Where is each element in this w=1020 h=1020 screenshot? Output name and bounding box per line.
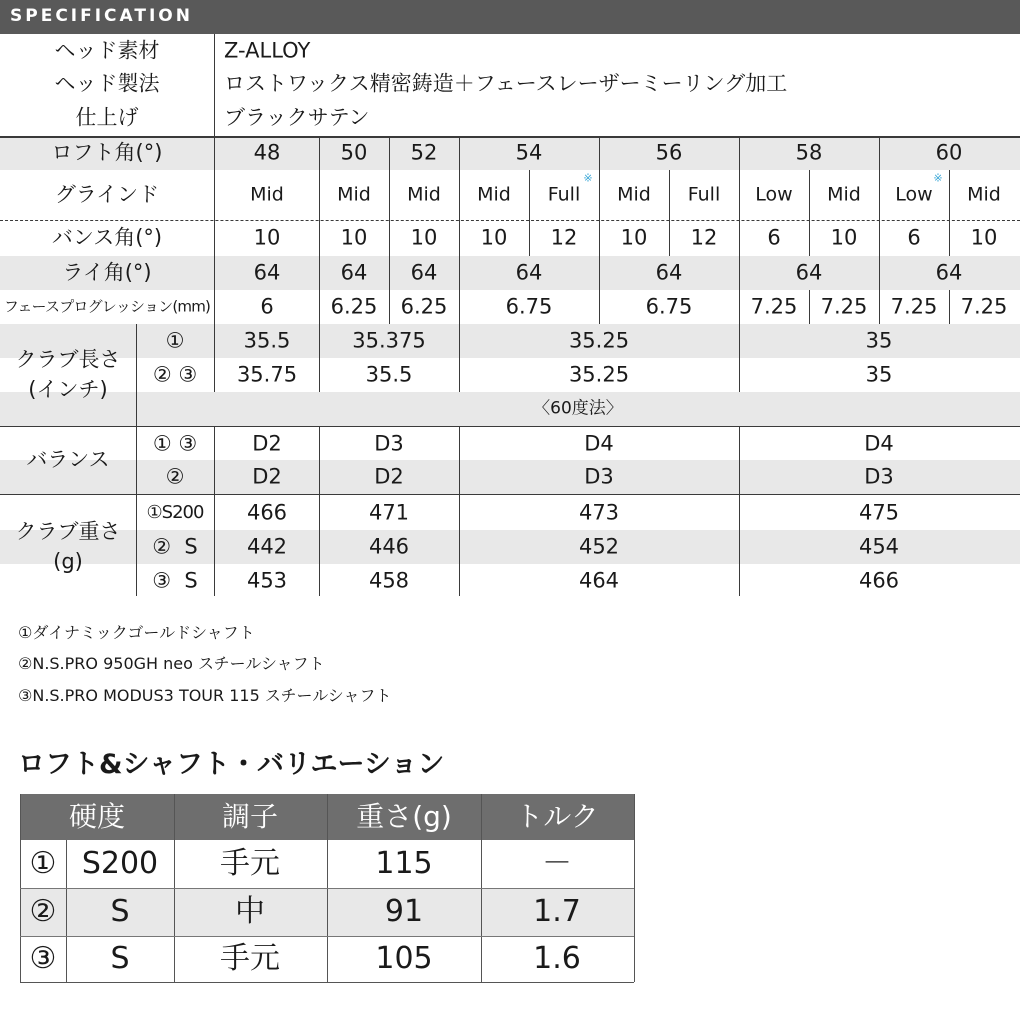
weight-value: 464	[578, 568, 620, 593]
weight-value: 454	[858, 534, 900, 559]
vline	[214, 324, 215, 392]
variation-kick: 手元	[220, 941, 280, 976]
variation-torque: －	[542, 846, 572, 881]
vline	[389, 136, 390, 324]
dash-line	[0, 220, 1020, 221]
hline	[20, 888, 634, 889]
bounce-value: 10	[410, 225, 438, 250]
fp-value: 7.25	[960, 294, 1008, 319]
balance-row2-mark: ②	[165, 464, 185, 489]
balance-value: D2	[252, 431, 282, 456]
variation-flex: S	[110, 894, 130, 929]
vline	[634, 794, 635, 982]
vline	[214, 426, 215, 596]
variation-flex: S	[110, 941, 130, 976]
length-value: 35.25	[568, 362, 630, 387]
weight-value: 442	[246, 534, 288, 559]
vline	[739, 136, 740, 392]
measure-method-note: 〈60度法〉	[533, 398, 623, 419]
band-method	[0, 392, 1020, 426]
bounce-value: 12	[550, 225, 578, 250]
variation-torque: 1.7	[533, 894, 581, 929]
weight-value: 453	[246, 568, 288, 593]
length-row1-mark: ①	[165, 328, 185, 353]
fp-value: 6.25	[400, 294, 448, 319]
variation-kick: 中	[235, 894, 265, 929]
head-method-label: ヘッド製法	[54, 71, 160, 96]
lie-value: 64	[655, 260, 683, 285]
vline	[949, 170, 950, 256]
lie-label: ライ角(°)	[62, 260, 152, 285]
loft-value: 58	[795, 140, 823, 165]
grind-value: Mid	[250, 183, 284, 206]
bounce-value: 6	[907, 225, 921, 250]
length-value: 35.5	[243, 328, 291, 353]
vline	[66, 840, 67, 982]
variation-header: トルク	[515, 800, 599, 833]
weight-unit: (g)	[53, 549, 83, 574]
finish-label: 仕上げ	[75, 105, 139, 130]
weight-value: 471	[368, 500, 410, 525]
bounce-value: 6	[767, 225, 781, 250]
variation-header: 調子	[221, 800, 279, 833]
vline	[529, 170, 530, 256]
loft-value: 54	[515, 140, 543, 165]
length-value: 35	[865, 328, 893, 353]
head-material-value: Z-ALLOY	[224, 38, 311, 63]
hline	[0, 426, 1020, 427]
finish-value: ブラックサテン	[224, 105, 370, 130]
vline	[136, 324, 137, 596]
variation-weight: 105	[375, 941, 433, 976]
grind-value: Full	[547, 183, 581, 206]
variation-mark: ①	[29, 846, 57, 881]
grind-asterisk: ※	[933, 171, 943, 185]
loft-value: 52	[410, 140, 438, 165]
variation-kick: 手元	[220, 846, 280, 881]
hline	[0, 494, 1020, 495]
lie-value: 64	[795, 260, 823, 285]
weight-row3-mark: ③ S	[152, 568, 198, 593]
balance-value: D2	[374, 464, 404, 489]
hline	[0, 136, 1020, 138]
variation-weight: 115	[375, 846, 433, 881]
balance-value: D4	[584, 431, 614, 456]
vline	[214, 34, 215, 324]
lie-value: 64	[340, 260, 368, 285]
loft-value: 60	[935, 140, 963, 165]
variation-header: 重さ(g)	[356, 800, 452, 833]
bounce-value: 10	[480, 225, 508, 250]
vline	[669, 170, 670, 256]
bounce-value: 10	[340, 225, 368, 250]
weight-value: 446	[368, 534, 410, 559]
loft-value: 56	[655, 140, 683, 165]
length-value: 35.75	[236, 362, 298, 387]
vline	[459, 136, 460, 392]
grind-value: Low	[895, 183, 933, 206]
lie-value: 64	[935, 260, 963, 285]
balance-label: バランス	[26, 447, 110, 472]
hline	[20, 982, 634, 983]
head-material-label: ヘッド素材	[54, 38, 160, 63]
vline	[809, 290, 810, 324]
weight-value: 466	[246, 500, 288, 525]
grind-value: Mid	[477, 183, 511, 206]
bounce-label: バンス角(°)	[51, 225, 163, 250]
weight-label: クラブ重さ	[15, 519, 121, 544]
balance-value: D3	[584, 464, 614, 489]
vline	[739, 426, 740, 596]
variation-torque: 1.6	[533, 941, 581, 976]
bounce-value: 10	[253, 225, 281, 250]
grind-label: グラインド	[54, 182, 160, 207]
shaft-note: ③N.S.PRO MODUS3 TOUR 115 スチールシャフト	[18, 686, 392, 705]
variation-mark: ③	[29, 941, 57, 976]
vline	[879, 136, 880, 324]
variation-title: ロフト&シャフト・バリエーション	[18, 749, 445, 780]
variation-weight: 91	[384, 894, 424, 929]
head-method-value: ロストワックス精密鋳造＋フェースレーザーミーリング加工	[224, 71, 788, 96]
balance-value: D2	[252, 464, 282, 489]
vline	[809, 170, 810, 256]
hline	[20, 936, 634, 937]
length-value: 35.5	[365, 362, 413, 387]
weight-row2-mark: ② S	[152, 534, 198, 559]
balance-row1-mark: ① ③	[152, 431, 198, 456]
weight-value: 466	[858, 568, 900, 593]
fp-value: 7.25	[750, 294, 798, 319]
fp-label: フェースプログレッション(mm)	[3, 297, 211, 316]
bounce-value: 10	[620, 225, 648, 250]
lie-value: 64	[253, 260, 281, 285]
spec-title: SPECIFICATION	[10, 6, 193, 26]
balance-value: D3	[864, 464, 894, 489]
grind-value: Mid	[967, 183, 1001, 206]
fp-value: 6	[260, 294, 274, 319]
grind-asterisk: ※	[583, 171, 593, 185]
band-lie	[0, 256, 1020, 290]
vline	[319, 426, 320, 596]
balance-value: D4	[864, 431, 894, 456]
grind-value: Mid	[407, 183, 441, 206]
length-value: 35	[865, 362, 893, 387]
length-value: 35.25	[568, 328, 630, 353]
length-unit: (インチ)	[28, 377, 108, 402]
fp-value: 6.75	[645, 294, 693, 319]
shaft-note: ①ダイナミックゴールドシャフト	[18, 623, 255, 642]
grind-value: Mid	[337, 183, 371, 206]
vline	[319, 136, 320, 392]
loft-value: 50	[340, 140, 368, 165]
bounce-value: 10	[970, 225, 998, 250]
vline	[459, 426, 460, 596]
weight-row1-mark: ①S200	[146, 502, 204, 523]
grind-value: Low	[755, 183, 793, 206]
length-row2-mark: ② ③	[152, 362, 198, 387]
bounce-value: 10	[830, 225, 858, 250]
loft-value: 48	[253, 140, 281, 165]
variation-flex: S200	[81, 846, 159, 881]
fp-value: 6.25	[330, 294, 378, 319]
weight-value: 452	[578, 534, 620, 559]
length-label: クラブ長さ	[15, 347, 121, 372]
variation-mark: ②	[29, 894, 57, 929]
weight-value: 473	[578, 500, 620, 525]
variation-header: 硬度	[68, 800, 126, 833]
fp-value: 6.75	[505, 294, 553, 319]
balance-value: D3	[374, 431, 404, 456]
lie-value: 64	[410, 260, 438, 285]
fp-value: 7.25	[820, 294, 868, 319]
vline	[949, 290, 950, 324]
shaft-note: ②N.S.PRO 950GH neo スチールシャフト	[18, 654, 325, 673]
weight-value: 475	[858, 500, 900, 525]
fp-value: 7.25	[890, 294, 938, 319]
spec-header	[0, 0, 1020, 34]
grind-value: Full	[687, 183, 721, 206]
bounce-value: 12	[690, 225, 718, 250]
lie-value: 64	[515, 260, 543, 285]
grind-value: Mid	[617, 183, 651, 206]
vline	[599, 136, 600, 324]
grind-value: Mid	[827, 183, 861, 206]
weight-value: 458	[368, 568, 410, 593]
length-value: 35.375	[352, 328, 426, 353]
loft-label: ロフト角(°)	[51, 140, 163, 165]
